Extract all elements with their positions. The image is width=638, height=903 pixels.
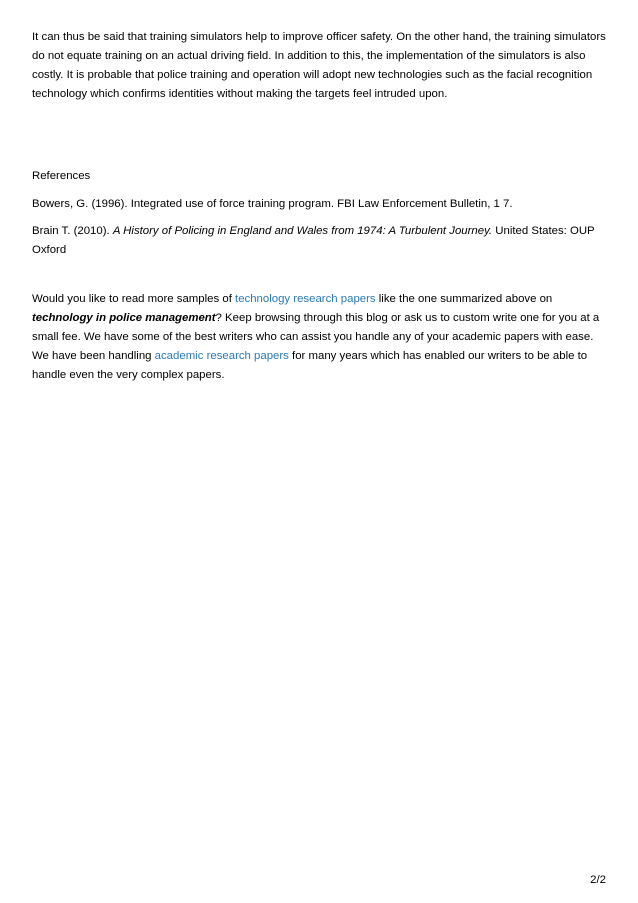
document-page [32,28,606,385]
closing-text-4: for many years which has enabled our writers to be able to handle even the very complex papers. [32,350,588,381]
reference-suffix: United States: OUP Oxford [32,225,595,256]
spacer [32,104,606,167]
emphasis-text: technology in police management [32,312,216,324]
page-number: 2/2 [590,874,606,886]
reference-item-1: Bowers, G. (1996). Integrated use of force training program. FBI Law Enforcement Bulletin, 1 7. [32,198,513,210]
body-paragraph: It can thus be said that training simulators help to improve officer safety. On the other hand, the training simulators do not equate training on an actual driving field. In addition to this, the implementation of the simulators is also costly. It is probable that police training and operation will adopt new technologies such as the facial recognition technology which confirms identities without making the targets feel intruded upon. [32,31,606,100]
academic-research-papers-link[interactable]: academic research papers [154,350,289,362]
closing-text-3: ? Keep browsing through this blog or ask us to custom write one for you at a small fee. We have some of the best writers who can assist you handle any of your academic papers with ease. We have been handling [32,312,600,362]
references-heading: References [32,170,91,182]
closing-text-2: like the one summarized above on [375,293,553,305]
spacer [32,268,606,290]
reference-prefix: Brain T. (2010). [32,225,113,237]
technology-research-papers-link[interactable]: technology research papers [235,293,376,305]
closing-text-1: Would you like to read more samples of [32,293,236,305]
reference-item-2 [32,222,606,260]
reference-title: A History of Policing in England and Wales from 1974: A Turbulent Journey. [112,225,493,237]
closing-paragraph [32,290,606,385]
